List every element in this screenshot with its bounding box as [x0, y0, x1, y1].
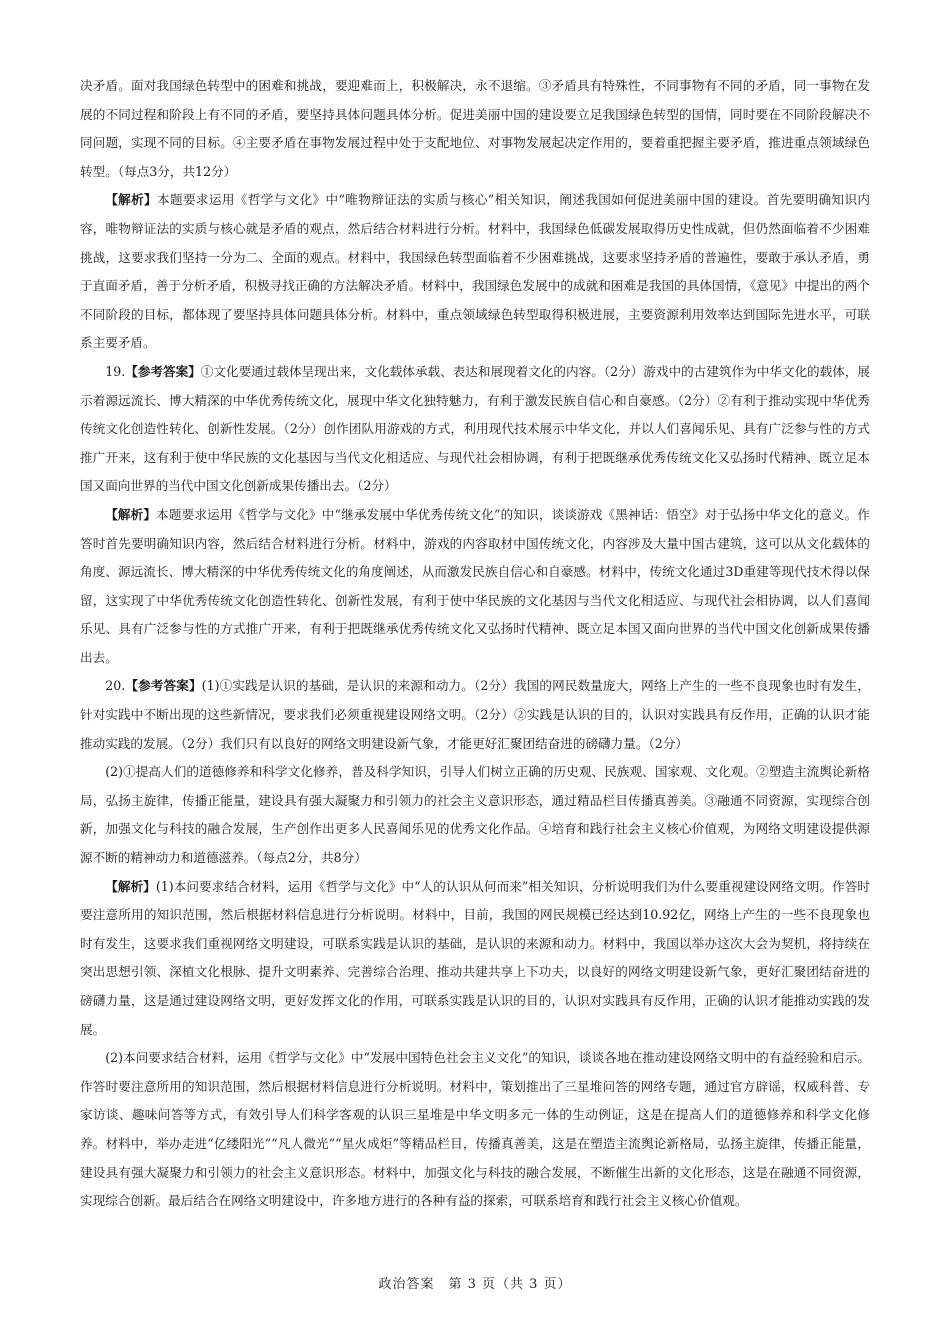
paragraph-text: (2)①提高人们的道德修养和科学文化修养，普及科学知识，引导人们树立正确的历史观、民族观、国家观、文化观。②塑造主流舆论新格局，弘扬主旋律，传播正能量，建设具有强大凝聚力和引领力的社会主义意识形态，通过精品栏目传播真善美。③融通不同资源，实现综合创新，加强文化与科技的融合发展，生产创作出更多人民喜闻乐见的优秀文化作品。④培育和践行社会主义核心价值观，为网络文明建设提供源源不断的精神动力和道德滋养。（每点2分，共8分） — [80, 764, 870, 866]
analysis-tag: 【解析】 — [105, 878, 156, 894]
page-footer: 政治答案 第 3 页（共 3 页） — [378, 1277, 572, 1292]
paragraph-text: ①文化要通过载体呈现出来，文化载体承载、表达和展现着文化的内容。（2分）游戏中的古建筑作为中华文化的载体，展示着源远流长、博大精深的中华优秀传统文化，展现中华文化独特魅力，有利于激发民族自信心和自豪感。（2分）②有利于推动实现中华优秀传统文化创造性转化、创新性发展。（2分）创作团队用游戏的方式，利用现代技术展示中华文化，并以人们喜闻乐见、具有广泛参与性的方式推广开来，这有利于使中华民族的文化基因与当代文化相适应、与现代社会相协调，有利于把既继承优秀传统文化又弘扬时代精神、既立足本国又面向世界的当代中国文化创新成果传播出去。（2分） — [80, 363, 871, 494]
question-number: 20. — [105, 678, 126, 694]
paragraph-text: (1)①实践是认识的基础，是认识的来源和动力。（2分）我国的网民数量庞大，网络上产生的一些不良现象也时有发生，针对实践中不断出现的这些新情况，要求我们必须重视建设网络文明。（2分）②实践是认识的目的，认识对实践具有反作用，正确的认识才能推动实践的发展。（2分）我们只有以良好的网络文明建设新气象，才能更好汇聚团结奋进的磅礴力量。（2分） — [80, 678, 870, 751]
reference-answer-tag: 【参考答案】 — [125, 678, 202, 694]
reference-answer-tag: 【参考答案】 — [125, 363, 201, 379]
paragraph-20-answer-part2 — [80, 758, 870, 872]
paragraph-19-analysis — [80, 501, 870, 673]
paragraph-19-answer — [80, 358, 870, 501]
question-number: 19. — [105, 363, 126, 379]
paragraph-18-analysis — [80, 186, 870, 358]
paragraph-text: 本题要求运用《哲学与文化》中“唯物辩证法的实质与核心”相关知识，阐述我国如何促进美丽中国的建设。首先要明确知识内容，唯物辩证法的实质与核心就是矛盾的观点，然后结合材料进行分析。材料中，我国绿色低碳发展取得历史性成就，但仍然面临着不少困难挑战，这要求我们坚持一分为二、全面的观点。材料中，我国绿色转型面临着不少困难挑战，这要求坚持矛盾的普遍性，要敢于承认矛盾，勇于直面矛盾，善于分析矛盾，积极寻找正确的方法解决矛盾。材料中，我国绿色发展中的成就和困难是我国的具体国情，《意见》中提出的两个不同阶段的目标，都体现了要坚持具体问题具体分析。材料中，重点领域绿色转型取得积极进展，主要资源利用效率达到国际先进水平，可联系主要矛盾。 — [80, 192, 870, 351]
answer-page-body — [80, 72, 870, 1216]
paragraph-20-analysis-part2 — [80, 1044, 870, 1216]
analysis-tag: 【解析】 — [105, 506, 157, 522]
analysis-tag: 【解析】 — [105, 192, 158, 208]
paragraph-18-answer-continued — [80, 72, 870, 186]
paragraph-text: (2)本问要求结合材料，运用《哲学与文化》中“发展中国特色社会主义文化”的知识，谈谈各地在推动建设网络文明中的有益经验和启示。作答时要注意所用的知识范围，然后根据材料信息进行分析说明。材料中，策划推出了三星堆问答的网络专题，通过官方辟谣，权威科普、专家访谈、趣味问答等方式，有效引导人们科学客观的认识三星堆是中华文明多元一体的生动例证，这是在提高人们的道德修养和科学文化修养。材料中，举办走进“亿缕阳光”“凡人微光”“星火成炬”等精品栏目，传播真善美，这是在塑造主流舆论新格局，弘扬主旋律，传播正能量，建设具有强大凝聚力和引领力的社会主义意识形态。材料中，加强文化与科技的融合发展，不断催生出新的文化形态，这是在融通不同资源，实现综合创新。最后结合在网络文明建设中，许多地方进行的各种有益的探索，可联系培育和践行社会主义核心价值观。 — [80, 1050, 870, 1209]
paragraph-text: (1)本问要求结合材料，运用《哲学与文化》中“人的认识从何而来”相关知识，分析说明我们为什么要重视建设网络文明。作答时要注意所用的知识范围，然后根据材料信息进行分析说明。材料中，目前，我国的网民规模已经达到10.92亿，网络上产生的一些不良现象也时有发生，这要求我们重视网络文明建设，可联系实践是认识的基础，是认识的来源和动力。材料中，我国以举办这次大会为契机，将持续在突出思想引领、深植文化根脉、提升文明素养、完善综合治理、推动共建共享上下功夫，以良好的网络文明建设新气象，更好汇聚团结奋进的磅礴力量，这是通过建设网络文明，更好发挥文化的作用，可联系实践是认识的目的，认识对实践具有反作用，正确的认识才能推动实践的发展。 — [80, 878, 871, 1037]
paragraph-text: 决矛盾。面对我国绿色转型中的困难和挑战，要迎难而上，积极解决，永不退缩。③矛盾具有特殊性，不同事物有不同的矛盾，同一事物在发展的不同过程和阶段上有不同的矛盾，要坚持具体问题具体分析。促进美丽中国的建设要立足我国绿色转型的国情，同时要在不同阶段解决不同问题，实现不同的目标。④主要矛盾在事物发展过程中处于支配地位、对事物发展起决定作用的，要着重把握主要矛盾，推进重点领域绿色转型。（每点3分，共12分） — [80, 78, 870, 179]
paragraph-20-analysis-part1 — [80, 873, 870, 1045]
paragraph-20-answer-part1 — [80, 672, 870, 758]
paragraph-text: 本题要求运用《哲学与文化》中“继承发展中华优秀传统文化”的知识，谈谈游戏《黑神话：悟空》对于弘扬中华文化的意义。作答时首先要明确知识内容，然后结合材料进行分析。材料中，游戏的内容取材中国传统文化，内容涉及大量中国古建筑，这可以从文化载体的角度、源远流长、博大精深的中华优秀传统文化的角度阐述，从而激发民族自信心和自豪感。材料中，传统文化通过3D重建等现代技术得以保留，这实现了中华优秀传统文化创造性转化、创新性发展，有利于使中华民族的文化基因与当代文化相适应、与现代社会相协调，以人们喜闻乐见、具有广泛参与性的方式推广开来，有利于把既继承优秀传统文化又弘扬时代精神、既立足本国又面向世界的当代中国文化创新成果传播出去。 — [80, 506, 870, 665]
